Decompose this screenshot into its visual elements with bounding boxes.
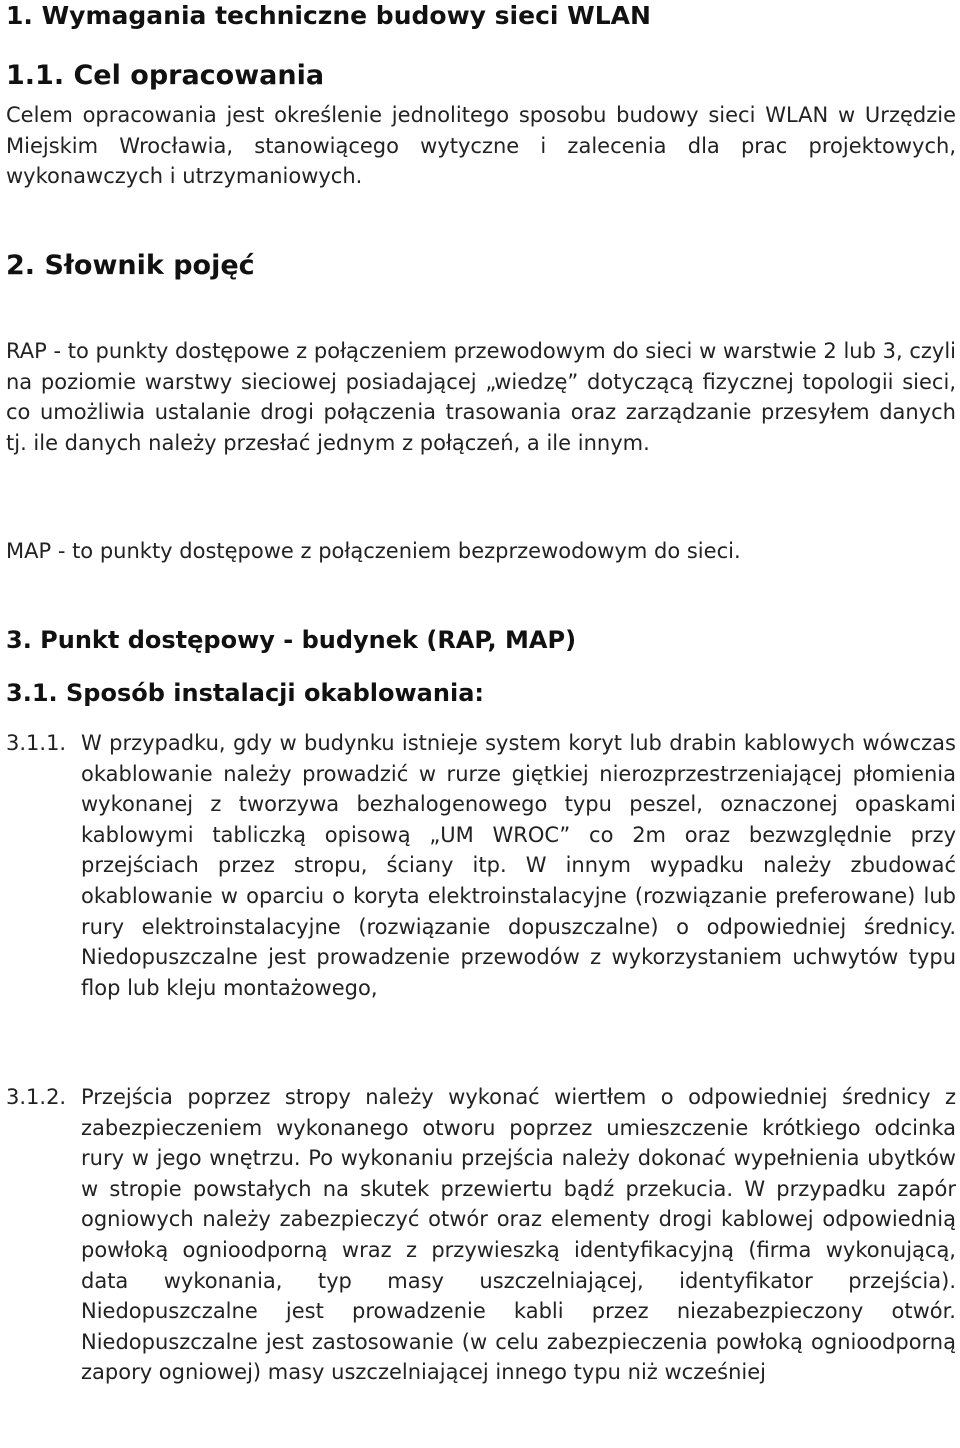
section-1-1-paragraph: Celem opracowania jest określenie jednolitego sposobu budowy sieci WLAN w Urzędzie Miejskim Wrocławia, stanowiącego wytyczne i zalecenia dla prac projektowych, wykonawczych i utrzymaniowych. — [6, 103, 956, 189]
section-1-1-heading: 1.1. Cel opracowania — [6, 60, 325, 91]
section-1-heading: 1. Wymagania techniczne budowy sieci WLAN — [6, 1, 651, 30]
list-item-text: W przypadku, gdy w budynku istnieje system koryt lub drabin kablowych wówczas okablowanie należy prowadzić w rurze giętkiej nierozprzestrzeniającej płomienia wykonanej z tworzywa bezhalogenowego typu peszel, oznaczonej opaskami kablowymi tabliczką opisową „UM WROC” co 2m oraz bezwzględnie przy przejściach przez stropu, ściany itp. W innym wypadku należy zbudować okablowanie w oparciu o koryta elektroinstalacyjne (rozwiązanie preferowane) lub rury elektroinstalacyjne (rozwiązanie dopuszczalne) o odpowiedniej średnicy. Niedopuszczalne jest prowadzenie przewodów z wykorzystaniem uchwytów typu flop lub kleju montażowego, — [81, 731, 956, 1000]
section-3-heading: 3. Punkt dostępowy - budynek (RAP, MAP) — [6, 626, 577, 654]
rap-definition-paragraph: RAP - to punkty dostępowe z połączeniem przewodowym do sieci w warstwie 2 lub 3, czyli na poziomie warstwy sieciowej posiadającej „wiedzę” dotyczącą fizycznej topologii sieci, co umożliwia ustalanie drogi połączenia trasowania oraz zarządzanie przesyłem danych tj. ile danych należy przesłać jednym z połączeń, a ile innym. — [6, 339, 956, 455]
section-3-1-heading: 3.1. Sposób instalacji okablowania: — [6, 679, 484, 707]
list-item-number: 3.1.2. — [6, 1085, 67, 1109]
map-definition-paragraph: MAP - to punkty dostępowe z połączeniem bezprzewodowym do sieci. — [6, 539, 741, 563]
section-2-heading: 2. Słownik pojęć — [6, 250, 255, 281]
list-item-text: Przejścia poprzez stropy należy wykonać wiertłem o odpowiedniej średnicy z zabezpieczeniem wykonanego otworu poprzez umieszczenie krótkiego odcinka rury w jego wnętrzu. Po wykonaniu przejścia należy dokonać wypełnienia ubytków w stropie powstałych na skutek przewiertu bądź przekucia. W przypadku zapór ogniowych należy zabezpieczyć otwór oraz elementy drogi kablowej odpowiednią powłoką ognioodporną wraz z przywieszką identyfikacyjną (firma wykonującą, data wykonania, typ masy uszczelniającej, identyfikator przejścia). Niedopuszczalne jest prowadzenie kabli przez niezabezpieczony otwór. Niedopuszczalne jest zastosowanie (w celu zabezpieczenia powłoką ognioodporną zapory ogniowej) masy uszczelniającej innego typu niż wcześniej — [81, 1085, 956, 1385]
list-item-number: 3.1.1. — [6, 731, 67, 755]
